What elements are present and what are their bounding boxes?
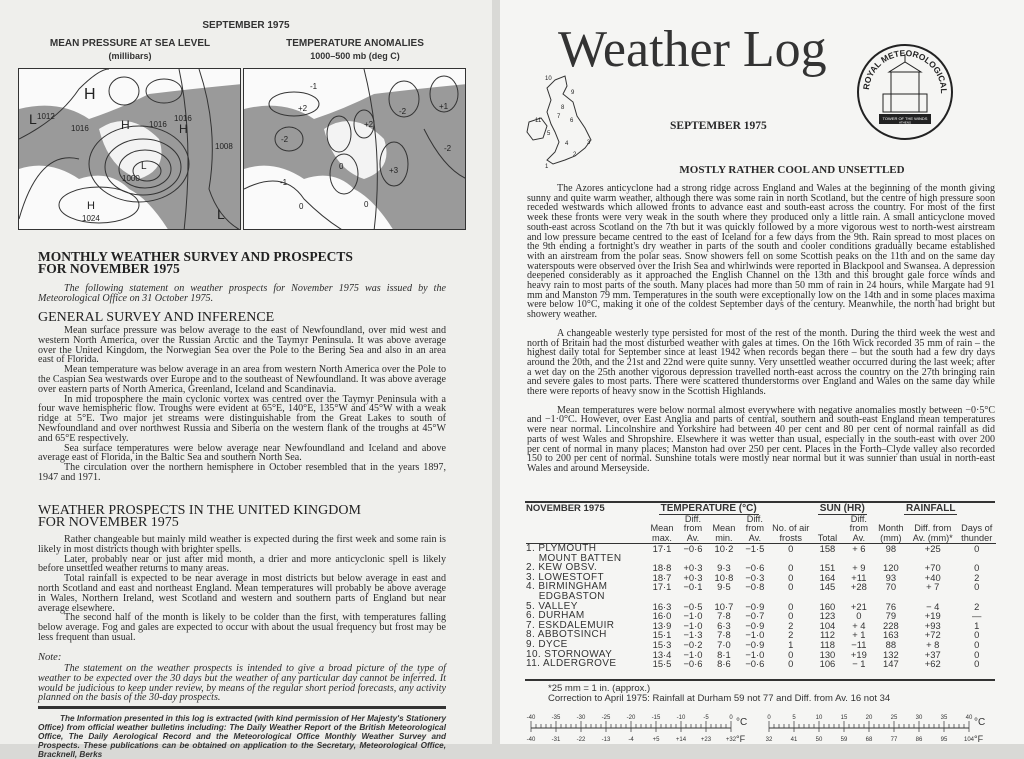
map-label: L <box>217 206 225 222</box>
fahrenheit-tick-label: +14 <box>675 737 687 743</box>
table-cell: 88 <box>885 638 897 650</box>
celsius-tick-label: 30 <box>915 715 923 721</box>
col-header: Diff. from Av. <box>745 513 765 543</box>
fahrenheit-tick-label: 104 <box>963 737 975 743</box>
table-cell: −0·6 <box>683 543 703 554</box>
paragraph: Rather changeable but mainly mild weather is expected during the first week and some rain is likely in most districts though with brighter spells. <box>38 534 446 555</box>
celsius-tick-label: -25 <box>601 715 611 721</box>
survey-heading: MONTHLY WEATHER SURVEY AND PROSPECTS FOR NOVEMBER 1975 <box>38 249 353 276</box>
table-cell: + 9 <box>852 562 866 574</box>
celsius-tick-label: 35 <box>940 715 948 721</box>
table-cell: + 7 <box>926 581 940 593</box>
map-label: 0 <box>364 200 369 209</box>
table-cell: 160 <box>819 600 836 612</box>
table-row <box>526 659 996 669</box>
correction-note: Correction to April 1975: Rainfall at Durham 59 not 77 and Diff. from Av. 16 not 34 <box>548 693 891 704</box>
table-cell: 15·3 <box>652 638 672 650</box>
footer-note: The Information presented in this log is extracted (with kind permission of Her Majesty's Stationery Office) from official weather bulletins including: The Daily Weather Report of the British Meteorological Office, The Daily Aerological Record and the Meteorological Office Monthly Weather Survey and Prospects. These publications can be obtained on application to the Secretary, Meteorological Office, Bracknell, Berks <box>38 714 446 759</box>
col-header: Total <box>817 532 838 543</box>
table-cell: 1 <box>974 619 980 631</box>
paragraph: The Azores anticyclone had a strong ridge across England and Wales at the beginning of the month giving sunny and quite warm weather, although there was some rain in north Scotland, but the centre of high pressure soon receded westwards which allowed fronts to advance east and south-east across the country. For most of the first week these fronts were very weak in the south where they produced only a little rain. A small anticyclone moved south-east across Scotland on the 7th but it was quickly followed by a more vigorous west to north-west airstream and low pressure became centred to the east of Iceland for a few days from the 9th. Rain spread to most places on the 9th ending a fortnight's dry weather in parts of the south and cooler conditions gradually became established with an airstream from the polar seas. Snow showers fell on some Scottish peaks on the 11th and on the same day waterspouts were observed over the Irish Sea and whirlwinds were reported in Blackpool and Swansea. A depression deepened considerably as it approached the English Channel on the 13th and this brought gale force winds and heavy rain to most parts of the south. Many places had more than 50 mm of rain in 24 hours, while Margate had 91 mm and Manston 79 mm. Temperatures in the south were exceptionally low on the 14th and in some places maxima were below 10°C, making it one of the coldest September days of the century. Meanwhile, the north had bright but showery weather. <box>527 183 995 321</box>
table-cell: 0 <box>788 571 794 583</box>
fahrenheit-tick-label: -31 <box>551 737 561 743</box>
table-cell: −11 <box>851 638 867 650</box>
table-cell: 18·7 <box>652 571 672 583</box>
map-label: 1016 <box>174 114 192 123</box>
table-cell: 0 <box>788 543 794 554</box>
paragraph: Mean temperatures were below normal almost everywhere with negative anomalies mostly between −0·5°C and −1·0°C. However, over East Anglia and parts of central, southern and south-east England mean temperatures were near normal. Lincolnshire and Yorkshire had between 40 per cent and 80 per cent of normal rainfall as did parts of west Wales and Shropshire. Elsewhere it was wetter than usual, especially in the south-east with over 200 per cent of normal in many places; Manston had over 250 per cent. Places in the Forth–Clyde valley also recorded 150 to 200 per cent of normal. Sunshine totals were mostly near normal but it was sunnier than usual in north-east Wales and around Merseyside. <box>527 404 995 474</box>
celsius-tick-label: -35 <box>551 715 561 721</box>
table-cell: 0 <box>788 581 794 593</box>
table-cell: +93 <box>924 619 941 631</box>
station-number: 9 <box>571 90 575 96</box>
celsius-tick-label: -30 <box>576 715 586 721</box>
paragraph: Total rainfall is expected to be near average in most districts but below average in east and north Scotland and east and northeast England. Mean temperatures will probably be above average in Wales, Northern Ireland, west Scotland and western and southern parts of England but near average elsewhere. <box>38 573 446 614</box>
pressure-unit: (millibars) <box>108 51 152 61</box>
celsius-tick-label: 5 <box>792 715 796 721</box>
col-header: Days of thunder <box>961 523 993 543</box>
table-cell: +0·3 <box>683 562 703 574</box>
paragraph: Mean temperature was below average in an area from western North America over the Pole to the Caspian Sea westwards over Europe and to the southeast of Newfoundland. It was above average over eastern parts of North America, Greenland, Iceland and Scandinavia. <box>38 364 446 395</box>
table-cell: 0 <box>974 629 980 641</box>
table-cell: 0 <box>788 648 794 660</box>
col-header: Mean min. <box>712 523 736 543</box>
headline: MOSTLY RATHER COOL AND UNSETTLED <box>679 164 905 176</box>
group-rainfall: RAINFALL <box>906 503 956 514</box>
table-cell: −0·6 <box>745 658 765 670</box>
footnote: *25 mm = 1 in. (approx.) <box>548 683 651 694</box>
table-cell: 8·6 <box>717 658 731 670</box>
paragraph: Later, probably near or just after mid month, a drier and more anticyclonic spell is likely before unsettled weather returns to many areas. <box>38 553 446 575</box>
fahrenheit-tick-label: 50 <box>815 737 823 743</box>
table-caption: NOVEMBER 1975 <box>526 503 605 514</box>
table-cell: + 4 <box>852 619 866 631</box>
logo-ring-text: ROYAL METEOROLOGICAL <box>861 47 950 94</box>
table-cell: 0 <box>788 600 794 612</box>
table-cell: 0 <box>788 610 794 622</box>
fahrenheit-tick-label: 68 <box>865 737 873 743</box>
table-cell: 0 <box>974 638 980 650</box>
prospects-heading: WEATHER PROSPECTS IN THE UNITED KINGDOM FOR NOVEMBER 1975 <box>38 503 361 530</box>
paragraph: Sea surface temperatures were below average near Newfoundland and Iceland and above average east of Florida, in the Baltic Sea and southern North Sea. <box>38 442 446 464</box>
table-cell: 104 <box>819 619 836 631</box>
fahrenheit-tick-label: +5 <box>652 737 660 743</box>
table-cell: 15·1 <box>652 629 672 641</box>
table-cell: 13·4 <box>652 648 672 660</box>
table-cell: −0·5 <box>683 600 703 612</box>
paragraph: The second half of the month is likely to be colder than the first, with temperatures falling below average. Fog and gales are expected to occur with about the usual frequency but frost may be less frequent than usual. <box>38 612 446 643</box>
station-number: 5 <box>547 131 551 137</box>
station-name: 4. BIRMINGHAM EDGBASTON <box>526 581 608 602</box>
table-cell: +40 <box>924 571 941 583</box>
station-name: 10. STORNOWAY <box>526 648 613 660</box>
table-cell: 17·1 <box>652 543 672 554</box>
fahrenheit-tick-label: -4 <box>628 737 634 743</box>
table-cell: 1 <box>788 638 794 650</box>
table-cell: 17·1 <box>652 581 672 593</box>
celsius-tick-label: 25 <box>890 715 898 721</box>
table-cell: −0·6 <box>745 562 765 574</box>
pressure-title-text: MEAN PRESSURE AT SEA LEVEL <box>49 38 211 49</box>
note-text: The statement on the weather prospects is intended to give a broad picture of the type of weather to be expected over the 30 days but the weather of any particular day cannot be inferred. It would be judicious to keep under review, by means of the regular short period forecasts, any activity planned on the basis of the 30-day prospects. <box>38 663 446 704</box>
fahrenheit-tick-label: 32 <box>765 737 773 743</box>
map-label: 1016 <box>71 124 89 133</box>
table-cell: 7·0 <box>717 638 731 650</box>
map-label: H <box>84 86 96 103</box>
issue-month: SEPTEMBER 1975 <box>670 120 767 132</box>
table-cell: 0 <box>974 658 980 670</box>
fahrenheit-tick-label: 77 <box>890 737 898 743</box>
prospects-text <box>38 535 446 643</box>
general-survey-text <box>38 326 446 483</box>
table-cell: −1·0 <box>683 648 703 660</box>
table-cell: 145 <box>819 581 836 593</box>
group-temperature: TEMPERATURE (°C) <box>660 503 757 514</box>
col-header: Mean max. <box>650 523 674 543</box>
table-cell: 147 <box>883 658 899 670</box>
celsius-tick-label: 15 <box>840 715 848 721</box>
temperature-title-text: TEMPERATURE ANOMALIES <box>286 38 424 49</box>
table-cell: 13·9 <box>652 619 672 631</box>
table-cell: −1·0 <box>683 619 703 631</box>
table-cell: 123 <box>819 610 836 622</box>
celsius-tick-label: -40 <box>526 715 536 721</box>
celsius-tick-label: 40 <box>965 715 973 721</box>
temperature-conversion-scale <box>525 712 995 744</box>
map-label: +2 <box>298 104 308 113</box>
table-cell: 70 <box>885 581 897 593</box>
table-cell: −0·9 <box>745 619 765 631</box>
table-cell: 112 <box>819 629 835 641</box>
table-cell: −0·3 <box>745 571 765 583</box>
map-label: 1024 <box>82 214 100 223</box>
map-label: L <box>141 161 147 172</box>
col-header: Diff. from Av. <box>683 513 703 543</box>
celsius-unit: °C <box>736 717 748 728</box>
table-column-header <box>526 515 996 544</box>
table-cell: 0 <box>974 543 980 554</box>
table-cell: + 6 <box>852 543 866 554</box>
table-cell: 0 <box>974 581 980 593</box>
map-label: 0 <box>299 202 304 211</box>
table-row <box>526 544 996 564</box>
table-cell: 151 <box>819 562 836 574</box>
table-cell: 0 <box>788 658 794 670</box>
table-cell: 6·3 <box>717 619 731 631</box>
fahrenheit-tick-label: 95 <box>940 737 948 743</box>
map-label: 0 <box>339 162 344 171</box>
col-header: Month (mm) <box>878 523 904 543</box>
station-name: 2. KEW OBSV. <box>526 562 598 574</box>
celsius-tick-label: 0 <box>729 715 733 721</box>
table-cell: +19 <box>850 648 867 660</box>
map-label: -2 <box>399 107 407 116</box>
table-cell: −0·7 <box>745 610 765 622</box>
fahrenheit-tick-label: -13 <box>601 737 611 743</box>
paragraph: A changeable westerly type persisted for most of the rest of the month. During the third week the west and north of Britain had the most disturbed weather with gales at times. On the 16th Wick recorded 35 mm of rain – the highest daily total for September since at least 1942 when records began there – but the south had a few dry days around the 20th, and the 21st and 22nd were quite sunny. Very unsettled weather occurred during the last week; after a wet day on the 25th another vigorous depression travelled north-east across the country on the 27th bringing rain and severe gales to most parts. There were scattered thunderstorms over England and Wales on the same day while there were reports of heavy snow in the Scottish Highlands. <box>527 327 995 398</box>
table-cell: +11 <box>851 571 867 583</box>
table-notes <box>548 684 890 704</box>
table-cell: 7·8 <box>717 629 731 641</box>
station-map <box>525 72 595 172</box>
table-cell: +0·3 <box>683 571 703 583</box>
station-name: 11. ALDERGROVE <box>526 658 617 670</box>
table-cell: 10·7 <box>714 600 734 612</box>
logo-caption: TOWER OF THE WINDS <box>882 116 928 121</box>
fahrenheit-tick-label: +32 <box>725 737 737 743</box>
table-cell: −0·6 <box>683 658 703 670</box>
table-cell: 164 <box>819 571 836 583</box>
table-cell: 98 <box>885 543 897 554</box>
table-cell: 18·8 <box>652 562 672 574</box>
celsius-tick-label: -20 <box>626 715 636 721</box>
station-name: 9. DYCE <box>526 638 568 650</box>
table-cell: −1·0 <box>745 648 765 660</box>
table-cell: −0·9 <box>745 638 765 650</box>
map-label: -1 <box>280 178 288 187</box>
celsius-tick-label: 10 <box>815 715 823 721</box>
table-cell: +21 <box>850 600 867 612</box>
station-name: 3. LOWESTOFT <box>526 571 604 583</box>
table-cell: − 4 <box>926 600 940 612</box>
temperature-map-title <box>245 38 465 62</box>
celsius-tick-label: -15 <box>651 715 661 721</box>
table-cell: −1·3 <box>683 629 703 641</box>
fahrenheit-tick-label: -22 <box>576 737 586 743</box>
table-cell: −1·0 <box>683 610 703 622</box>
table-cell: 106 <box>819 658 836 670</box>
temperature-unit: 1000–500 mb (deg C) <box>310 51 400 61</box>
paragraph: The circulation over the northern hemisphere in October resembled that in the years 1897, 1947 and 1971. <box>38 462 446 483</box>
fahrenheit-unit: °F <box>736 734 746 744</box>
celsius-unit: °C <box>974 717 986 728</box>
map-label: -2 <box>444 144 452 153</box>
map-label: H <box>87 200 95 212</box>
table-cell: −0·8 <box>745 581 765 593</box>
table-cell: 8·1 <box>717 648 731 660</box>
table-cell: 93 <box>885 571 897 583</box>
table-cell: 2 <box>974 571 980 583</box>
celsius-tick-label: 20 <box>865 715 873 721</box>
table-cell: 7·8 <box>717 610 731 622</box>
station-number: 4 <box>565 141 569 147</box>
station-number: 11 <box>535 118 542 124</box>
divider <box>38 706 446 709</box>
station-number: 3 <box>587 140 591 146</box>
map-label: +2 <box>364 120 374 129</box>
fahrenheit-tick-label: +23 <box>700 737 712 743</box>
col-header: No. of air frosts <box>772 523 810 543</box>
table-cell: 0 <box>974 562 980 574</box>
table-cell: 15·5 <box>652 658 672 670</box>
map-label: 1016 <box>149 120 167 129</box>
table-cell: −0·1 <box>683 581 703 593</box>
table-cell: −1·0 <box>745 629 765 641</box>
map-label: L <box>29 111 37 127</box>
fahrenheit-tick-label: -40 <box>526 737 536 743</box>
temperature-anomaly-map <box>243 68 466 230</box>
table-cell: 9·5 <box>717 581 731 593</box>
table-cell: 132 <box>883 648 899 660</box>
table-cell: +72 <box>924 629 941 641</box>
table-cell: 0 <box>974 648 980 660</box>
map-label: 1012 <box>37 112 55 121</box>
table-cell: −0·2 <box>683 638 703 650</box>
station-number: 7 <box>557 114 561 120</box>
climate-table <box>526 504 996 669</box>
paragraph: Mean surface pressure was below average to the east of Newfoundland, over mid west and western North America, over the Russian Arctic and the Taymyr Peninsula. It was above average over the United Kingdom, the Norwegian Sea over the Pole to the Bering Sea and also in an area east of Florida. <box>38 325 446 366</box>
summary-text <box>527 184 995 474</box>
station-number: 8 <box>561 105 565 111</box>
table-row <box>526 582 996 601</box>
pressure-map <box>18 68 241 230</box>
table-cell: 228 <box>883 619 899 631</box>
table-cell: 2 <box>788 629 794 641</box>
table-cell: — <box>972 610 982 622</box>
station-number: 2 <box>573 152 577 158</box>
table-cell: 79 <box>885 610 897 622</box>
station-name: 1. PLYMOUTH MOUNT BATTEN <box>526 543 622 564</box>
table-body <box>526 544 996 669</box>
table-cell: + 1 <box>852 629 866 641</box>
table-cell: 163 <box>883 629 899 641</box>
map-label: 1000 <box>122 174 140 183</box>
station-name: 8. ABBOTSINCH <box>526 629 607 641</box>
table-cell: +25 <box>924 543 941 554</box>
station-number: 1 <box>545 164 549 170</box>
celsius-tick-label: -5 <box>703 715 709 721</box>
col-header: Diff. from Av. (mm)* <box>912 523 953 543</box>
map-label: -1 <box>310 82 318 91</box>
paragraph: In mid troposphere the main cyclonic vortex was centred over the Taymyr Peninsula with a four wave hemispheric flow. Troughs were evident at 65°E, 140°E, 135°W and 45°W with a weak ridge at 5°E. Two major jet streams were distinguishable from the Great Lakes to south of Newfoundland and over northwest Russia and Siberia on the western flank of the troughs at 45°W and 65°E respectively. <box>38 393 446 444</box>
note-label: Note: <box>38 652 62 663</box>
table-cell: +28 <box>850 581 867 593</box>
table-cell: 118 <box>819 638 835 650</box>
map-label: H <box>179 122 188 136</box>
station-number: 6 <box>570 118 574 124</box>
table-cell: 120 <box>883 562 899 574</box>
left-page <box>0 0 492 759</box>
fahrenheit-tick-label: 59 <box>840 737 848 743</box>
pressure-map-title <box>20 38 240 62</box>
table-cell: 10·8 <box>714 571 734 583</box>
table-cell: +19 <box>924 610 941 622</box>
table-cell: 130 <box>819 648 836 660</box>
map-label: +3 <box>389 166 399 175</box>
station-name: 6. DURHAM <box>526 610 585 622</box>
celsius-tick-label: 0 <box>767 715 771 721</box>
table-cell: 16·3 <box>652 600 672 612</box>
station-name: 7. ESKDALEMUIR <box>526 619 615 631</box>
table-cell: 0 <box>788 562 794 574</box>
table-group-header <box>526 504 996 515</box>
table-cell: +70 <box>924 562 941 574</box>
table-cell: 0 <box>856 610 862 622</box>
general-heading: GENERAL SURVEY AND INFERENCE <box>38 310 275 325</box>
publication-title: Weather Log <box>558 21 827 78</box>
map-label: -2 <box>281 135 289 144</box>
logo-caption-2: ATHENS <box>899 120 911 125</box>
table-cell: − 1 <box>852 658 866 670</box>
survey-intro: The following statement on weather prospects for November 1975 was issued by the Meteorological Office on 31 October 1975. <box>38 283 446 304</box>
table-cell: +37 <box>924 648 941 660</box>
table-cell: 10·2 <box>714 543 734 554</box>
table-cell: + 8 <box>926 638 940 650</box>
table-cell: −0·9 <box>745 600 765 612</box>
table-cell: 2 <box>974 600 980 612</box>
table-cell: +62 <box>924 658 941 670</box>
table-cell: 9·3 <box>717 562 731 574</box>
station-name: 5. VALLEY <box>526 600 578 612</box>
map-label: 1008 <box>215 142 233 151</box>
group-sun: SUN (HR) <box>819 503 865 514</box>
table-cell: −1·5 <box>745 543 765 554</box>
station-number: 10 <box>545 76 552 82</box>
table-cell: 2 <box>788 619 794 631</box>
fahrenheit-unit: °F <box>974 734 984 744</box>
month-label: SEPTEMBER 1975 <box>202 20 290 31</box>
table-bottom-rule <box>525 679 995 681</box>
fahrenheit-tick-label: 86 <box>915 737 923 743</box>
table-cell: 158 <box>819 543 836 554</box>
rms-logo <box>855 42 955 142</box>
map-label: +1 <box>439 102 449 111</box>
celsius-tick-label: -10 <box>676 715 686 721</box>
table-cell: 76 <box>885 600 897 612</box>
table-cell: 16·0 <box>652 610 672 622</box>
col-header: Diff. from Av. <box>849 513 869 543</box>
fahrenheit-tick-label: 41 <box>790 737 798 743</box>
map-label: H <box>121 118 130 132</box>
right-page <box>500 0 1024 744</box>
